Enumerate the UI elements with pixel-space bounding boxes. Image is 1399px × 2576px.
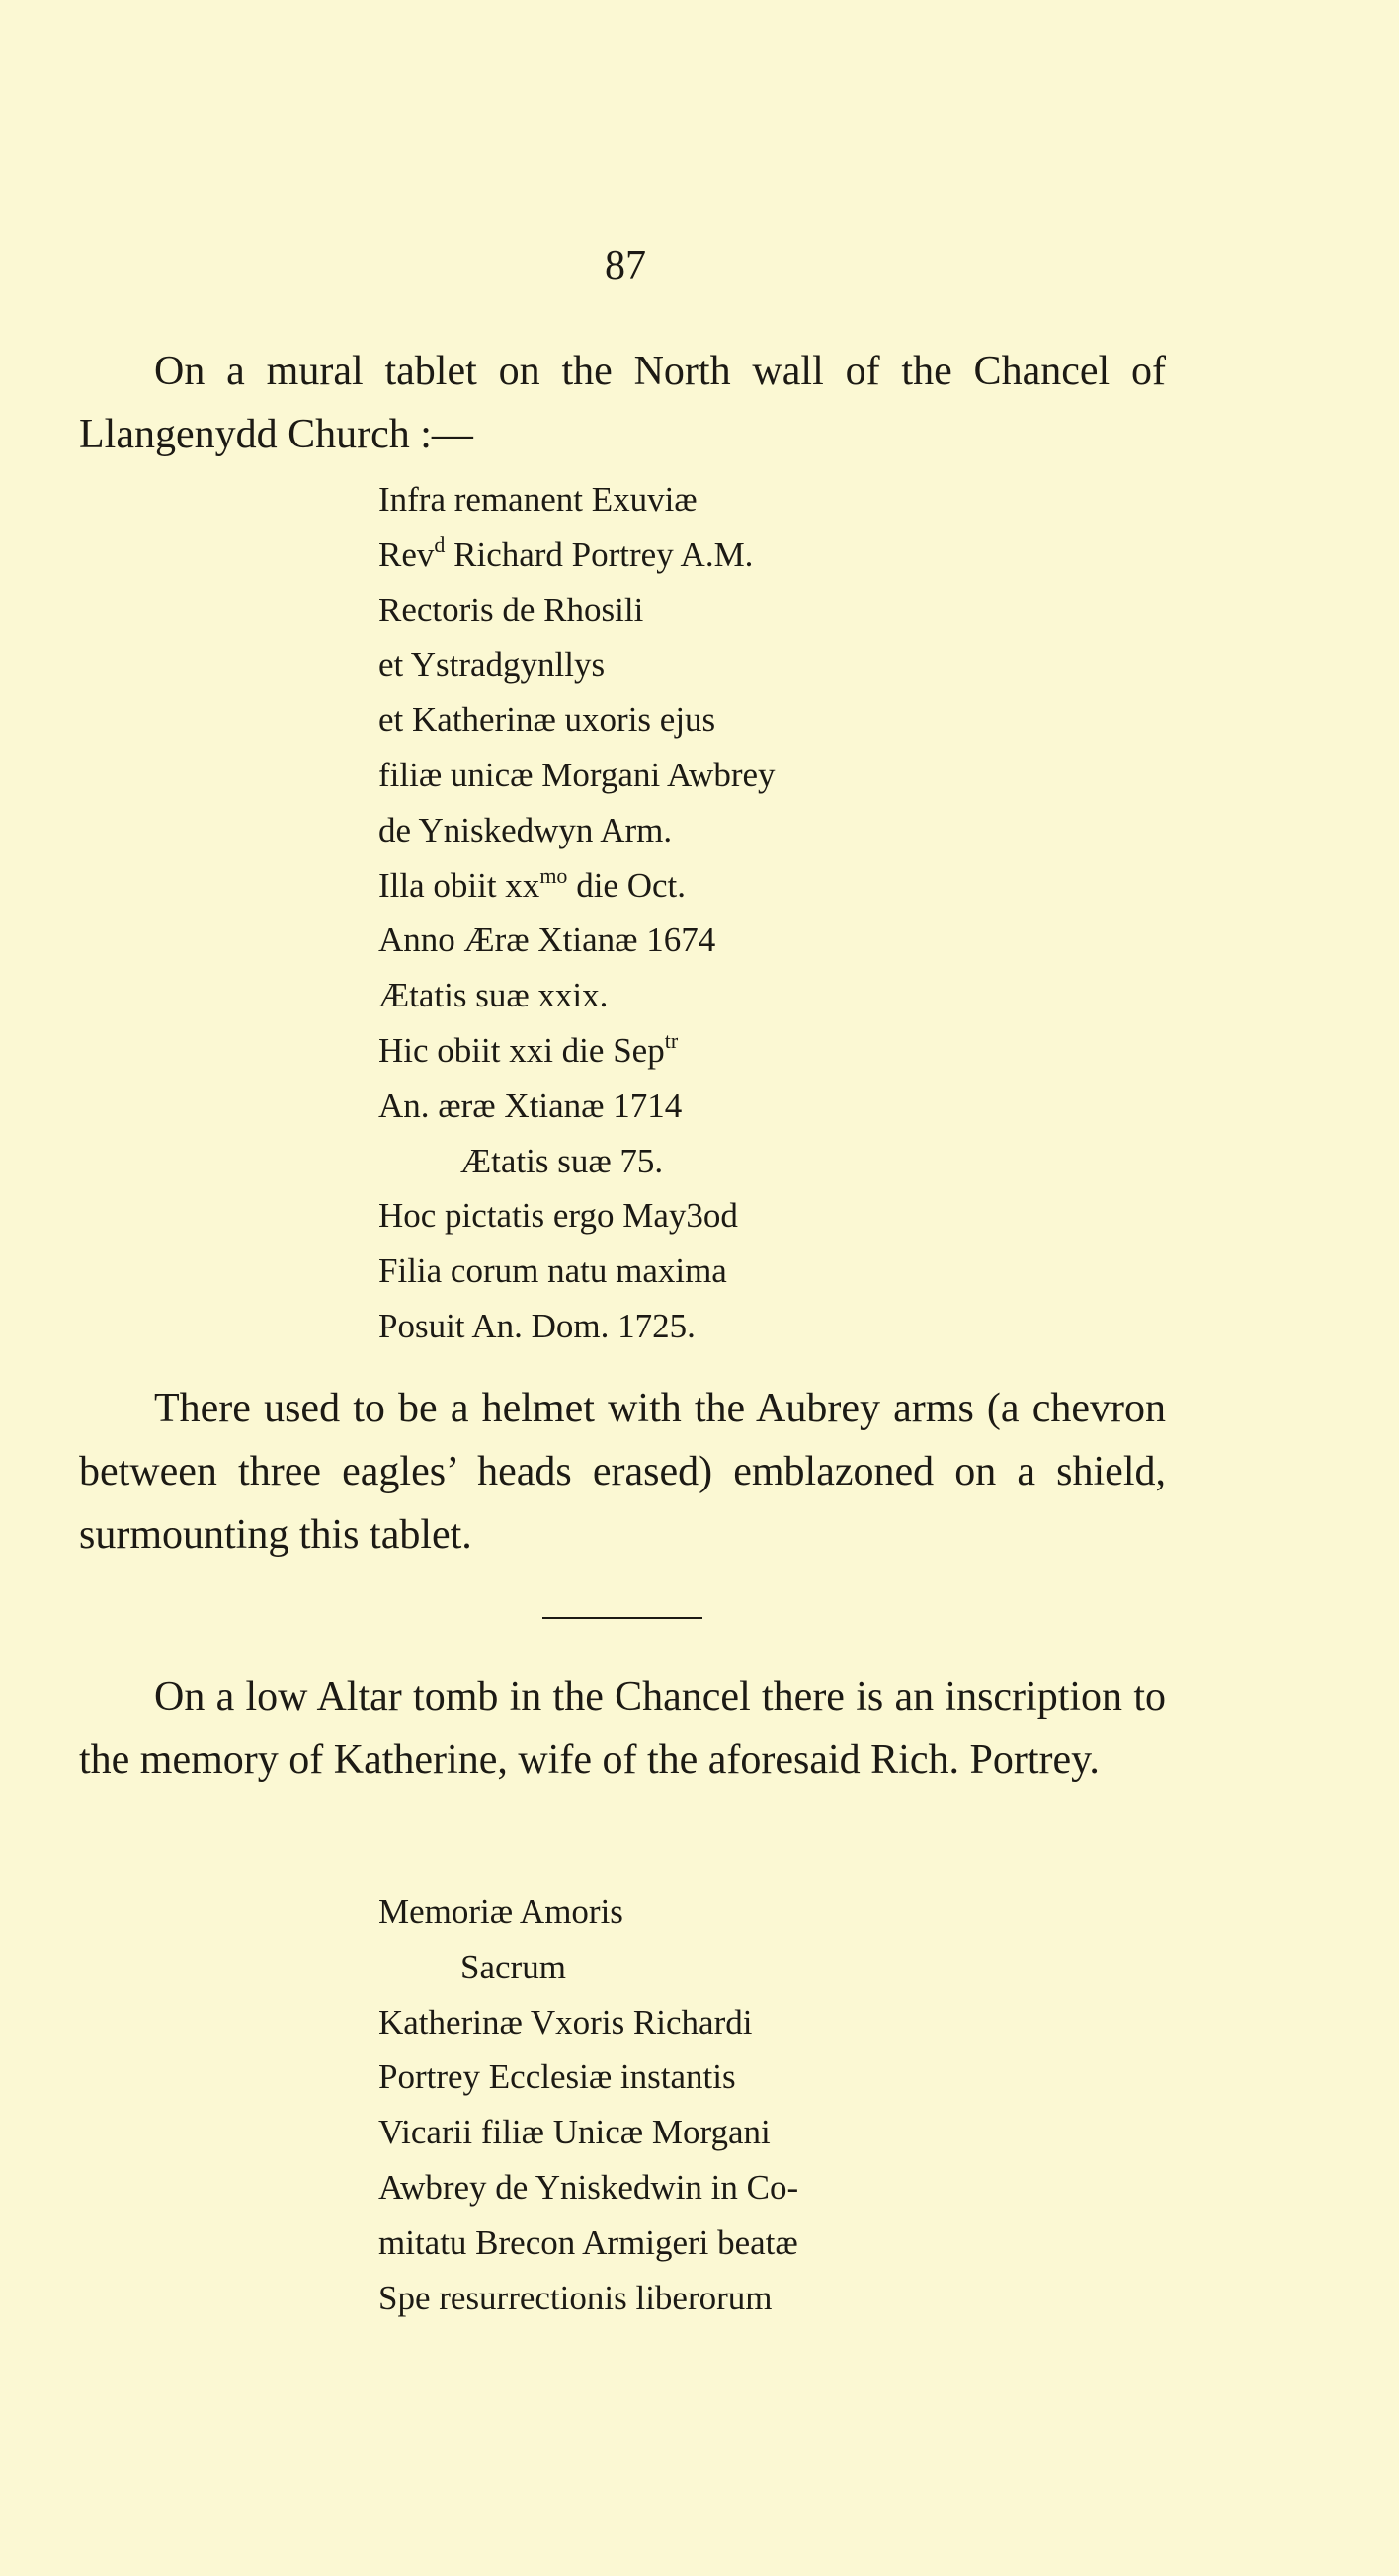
inscription-line: filiæ unicæ Morgani Awbrey <box>378 755 776 794</box>
mural-tablet-inscription <box>378 472 776 1354</box>
altar-tomb-inscription <box>378 1885 798 2325</box>
inscription-line: mitatu Brecon Armigeri beatæ <box>378 2222 798 2262</box>
section-divider <box>542 1617 702 1619</box>
inscription-line: Filia corum natu maxima <box>378 1251 727 1291</box>
inscription-text-after: Richard Portrey A.M. <box>445 534 754 574</box>
inscription-text: Sacrum <box>460 1947 566 1986</box>
inscription-line: de Yniskedwyn Arm. <box>378 810 673 849</box>
helmet-arms-paragraph: There used to be a helmet with the Aubrey arms (a chevron between three eagles’ heads erased) emblazoned on a shield, surmounting this tablet. <box>79 1386 1166 1558</box>
inscription-line: Vicarii filiæ Unicæ Morgani <box>378 2113 771 2152</box>
inscription-text: Illa obiit xx <box>378 865 540 905</box>
inscription-line: Memoriæ Amoris <box>378 1892 623 1931</box>
inscription-line: Awbrey de Yniskedwin in Co- <box>378 2167 799 2207</box>
inscription-line: Infra remanent Exuviæ <box>378 480 698 519</box>
inscription-line: Posuit An. Dom. 1725. <box>378 1306 696 1345</box>
inscription-text-after: die Oct. <box>567 865 686 905</box>
inscription-line: et Ystradgynllys <box>378 645 606 684</box>
inscription-text: Rev <box>378 534 435 574</box>
inscription-line: Anno Æræ Xtianæ 1674 <box>378 921 716 960</box>
page-number: 87 <box>605 243 646 288</box>
inscription-text: Hic obiit xxi die Sep <box>378 1030 665 1070</box>
inscription-line: Spe resurrectionis liberorum <box>378 2278 773 2317</box>
inscription-text: Ætatis suæ 75. <box>460 1141 664 1180</box>
inscription-line: et Katherinæ uxoris ejus <box>378 700 716 740</box>
intro-paragraph: On a mural tablet on the North wall of the Chancel of Llangenydd Church :— <box>79 349 1166 457</box>
altar-tomb-paragraph: On a low Altar tomb in the Chancel there is an inscription to the memory of Katherine, wife of the aforesaid Rich. Portrey. <box>79 1674 1166 1783</box>
inscription-line <box>378 1134 776 1189</box>
inscription-line <box>378 527 776 583</box>
inscription-line: Portrey Ecclesiæ instantis <box>378 2057 736 2097</box>
inscription-line <box>378 858 776 914</box>
inscription-line <box>378 1023 776 1079</box>
inscription-line: Ætatis suæ xxix. <box>378 976 609 1015</box>
inscription-line: Hoc pictatis ergo May3od <box>378 1196 738 1236</box>
superscript-abbreviation: d <box>434 531 446 557</box>
inscription-line: An. æræ Xtianæ 1714 <box>378 1086 683 1125</box>
superscript-abbreviation: mo <box>539 862 568 888</box>
inscription-line: Rectoris de Rhosili <box>378 590 644 629</box>
inscription-line: Katherinæ Vxoris Richardi <box>378 2002 753 2042</box>
inscription-line <box>378 1940 798 1995</box>
superscript-abbreviation: tr <box>664 1027 679 1053</box>
